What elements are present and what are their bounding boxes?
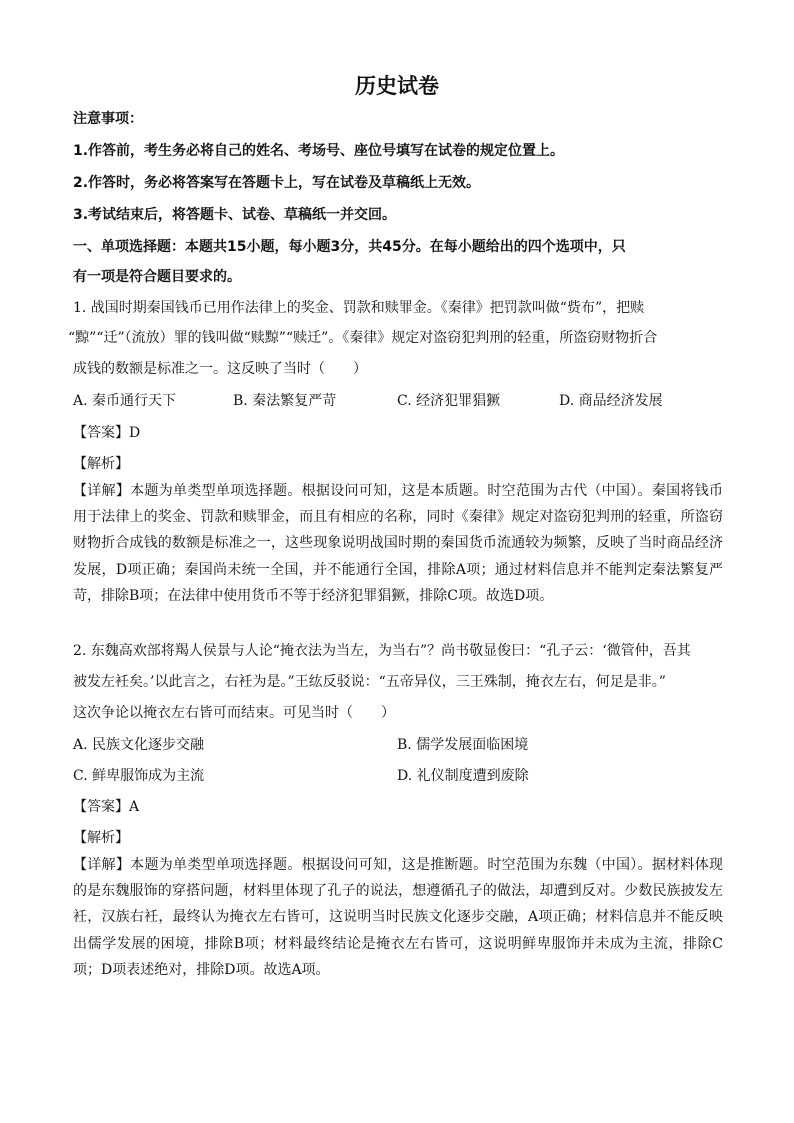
q2-detail: 【详解】本题为单类型单项选择题。根据设问可知，这是推断题。时空范围为东魏（中国）。据材料体现的是东魏服饰的穿搭问题，材料里体现了孔子的说法，想遵循孔子的做法，却遭到反对。少数民族披发左衽，汉族右衽，最终认为掩衣左右皆可，这说明当时民族文化逐步交融，A项正确；材料信息并不能反映出儒学发展的困境，排除B项；材料最终结论是掩衣左右皆可，这说明鲜卑服饰并未成为主流，排除C项；D项表述绝对，排除D项。故选A项。 (73, 857, 723, 978)
q1-analysis-label: 【解析】 (73, 456, 129, 472)
q2-analysis-label: 【解析】 (73, 830, 129, 846)
q1-stem-line: 1. 战国时期秦国钱币已用作法律上的奖金、罚款和赎罪金。《秦律》把罚款叫做“赀布”，把赎 (73, 300, 645, 316)
q1-stem-line: “黥”“迁”（流放）罪的钱叫做“赎黥”“赎迁”。《秦律》规定对盗窃犯判刑的轻重，所盗窃财物折合 (68, 330, 658, 346)
page-title: 历史试卷 (355, 74, 439, 98)
q1-detail: 【详解】本题为单类型单项选择题。根据设问可知，这是本质题。时空范围为古代（中国）。秦国将钱币用于法律上的奖金、罚款和赎罪金，而且有相应的名称，同时《秦律》规定对盗窃犯判刑的轻重，所盗窃财物折合成钱的数额是标准之一，这些现象说明战国时期的秦国货币流通较为频繁，反映了当时商品经济发展，D项正确；秦国尚未统一全国，并不能通行全国，排除A项；通过材料信息并不能判定秦法繁复严苛，排除B项；在法律中使用货币不等于经济犯罪猖獗，排除C项。故选D项。 (73, 483, 723, 604)
q1-option-a: A. 秦币通行天下 (73, 393, 177, 409)
q2-option-c: C. 鲜卑服饰成为主流 (73, 768, 205, 784)
notice-heading: 注意事项： (73, 111, 143, 127)
notice-item: 2.作答时，务必将答案写在答题卡上，写在试卷及草稿纸上无效。 (73, 175, 481, 191)
q2-stem-line: 被发左衽矣。’以此言之，右衽为是。”王纮反驳说：“五帝异仪，三王殊制，掩衣左右，何足是非。” (73, 674, 666, 690)
section-heading-cont: 有一项是符合题目要求的。 (73, 269, 241, 285)
q1-stem-line: 成钱的数额是标准之一。这反映了当时（ ） (73, 361, 367, 377)
notice-item: 1.作答前，考生务必将自己的姓名、考场号、座位号填写在试卷的规定位置上。 (73, 143, 565, 159)
notice-item: 3.考试结束后，将答题卡、试卷、草稿纸一并交回。 (73, 207, 397, 223)
q2-stem-line: 这次争论以掩衣左右皆可而结束。可见当时（ ） (73, 705, 395, 721)
q1-answer: 【答案】D (73, 425, 141, 441)
q2-option-b: B. 儒学发展面临困境 (397, 737, 529, 753)
q2-answer: 【答案】A (73, 799, 140, 815)
q2-option-d: D. 礼仪制度遭到废除 (397, 768, 529, 784)
q2-option-a: A. 民族文化逐步交融 (73, 737, 205, 753)
q1-option-d: D. 商品经济发展 (559, 393, 663, 409)
section-heading: 一、单项选择题：本题共15小题，每小题3分，共45分。在每小题给出的四个选项中，只 (73, 239, 626, 255)
q1-option-b: B. 秦法繁复严苛 (233, 393, 337, 409)
q2-stem-line: 2. 东魏高欢部将羯人侯景与人论“掩衣法为当左，为当右”？尚书敬显俊曰：“孔子云：‘微管仲，吾其 (73, 643, 691, 659)
q1-option-c: C. 经济犯罪猖獗 (397, 393, 501, 409)
